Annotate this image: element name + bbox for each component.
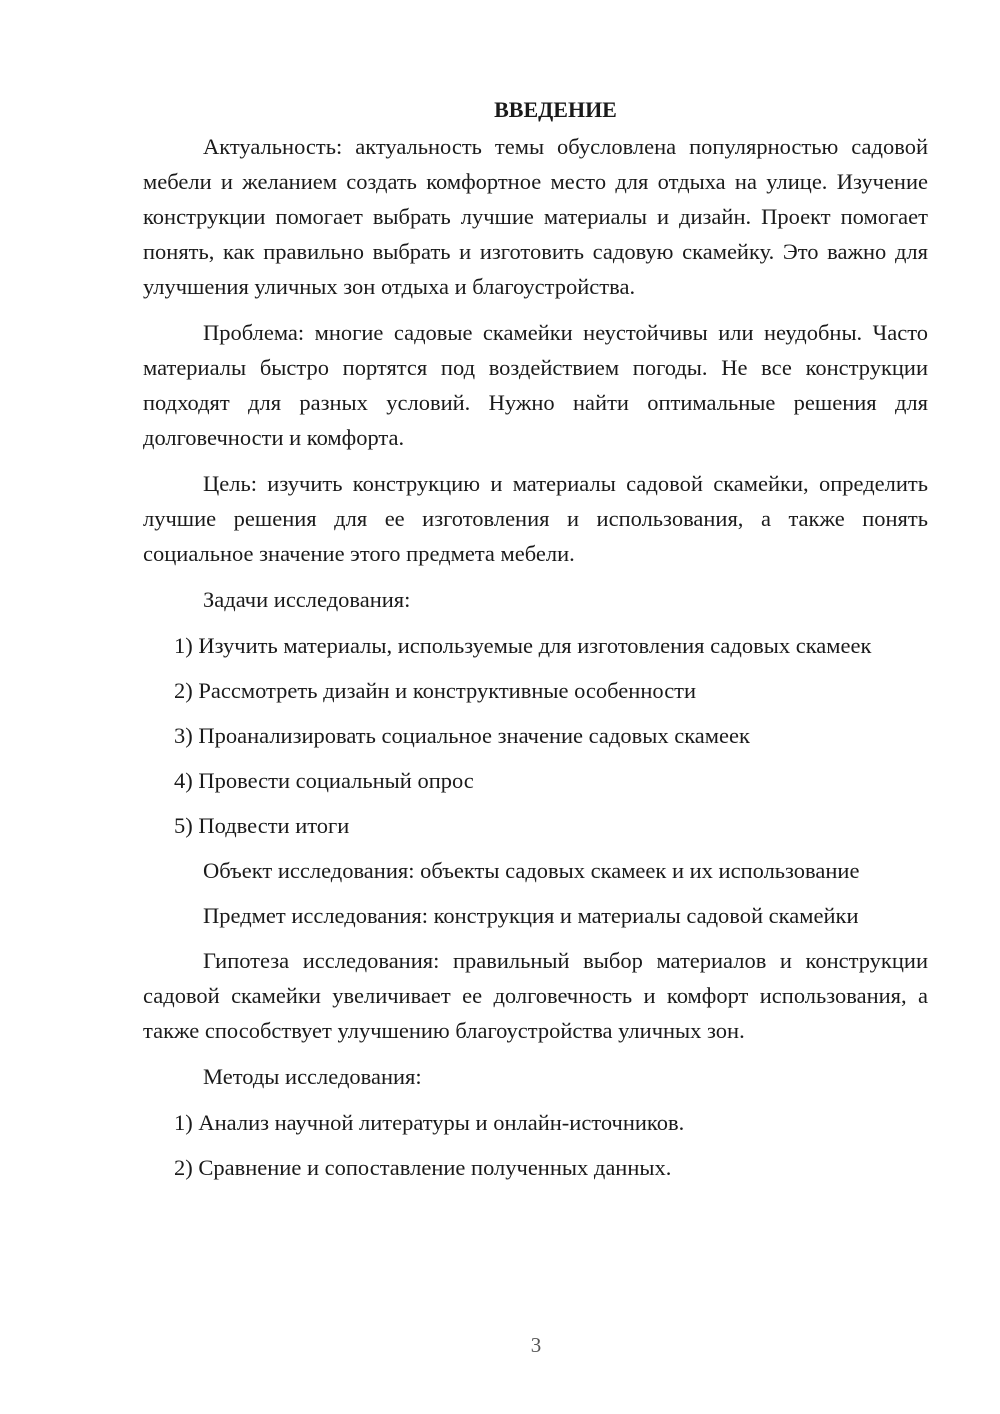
object-paragraph: Объект исследования: объекты садовых скамеек и их использование [203,858,860,883]
hypothesis-paragraph: Гипотеза исследования: правильный выбор материалов и конструкции садовой скамейки увеличивает ее долговечность и комфорт использования, а также способствует улучшению благоустройства уличных зон. [143,948,928,1043]
task-item: 4) Провести социальный опрос [174,768,474,793]
page-content [143,92,928,1195]
tasks-list [143,628,928,843]
task-item: 2) Рассмотреть дизайн и конструктивные особенности [174,678,697,703]
task-item: 5) Подвести итоги [174,813,350,838]
methods-intro: Методы исследования: [203,1064,422,1089]
tasks-intro: Задачи исследования: [203,587,411,612]
relevance-paragraph: Актуальность: актуальность темы обусловлена популярностью садовой мебели и желанием создать комфортное место для отдыха на улице. Изучение конструкции помогает выбрать лучшие материалы и дизайн. Проект помогает понять, как правильно выбрать и изготовить садовую скамейку. Это важно для улучшения уличных зон отдыха и благоустройства. [143,134,928,299]
subject-paragraph: Предмет исследования: конструкция и материалы садовой скамейки [203,903,859,928]
goal-paragraph: Цель: изучить конструкцию и материалы садовой скамейки, определить лучшие решения для ее изготовления и использования, а также понять социальное значение этого предмета мебели. [143,471,928,566]
method-item: 1) Анализ научной литературы и онлайн-источников. [174,1110,685,1135]
problem-paragraph: Проблема: многие садовые скамейки неустойчивы или неудобны. Часто материалы быстро портятся под воздействием погоды. Не все конструкции подходят для разных условий. Нужно найти оптимальные решения для долговечности и комфорта. [143,320,928,450]
method-item: 2) Сравнение и сопоставление полученных данных. [174,1155,672,1180]
page-number: 3 [530,1333,542,1357]
task-item: 3) Проанализировать социальное значение садовых скамеек [174,723,750,748]
methods-list [143,1105,928,1185]
section-heading: ВВЕДЕНИЕ [494,97,617,122]
task-item: 1) Изучить материалы, используемые для изготовления садовых скамеек [174,633,872,658]
